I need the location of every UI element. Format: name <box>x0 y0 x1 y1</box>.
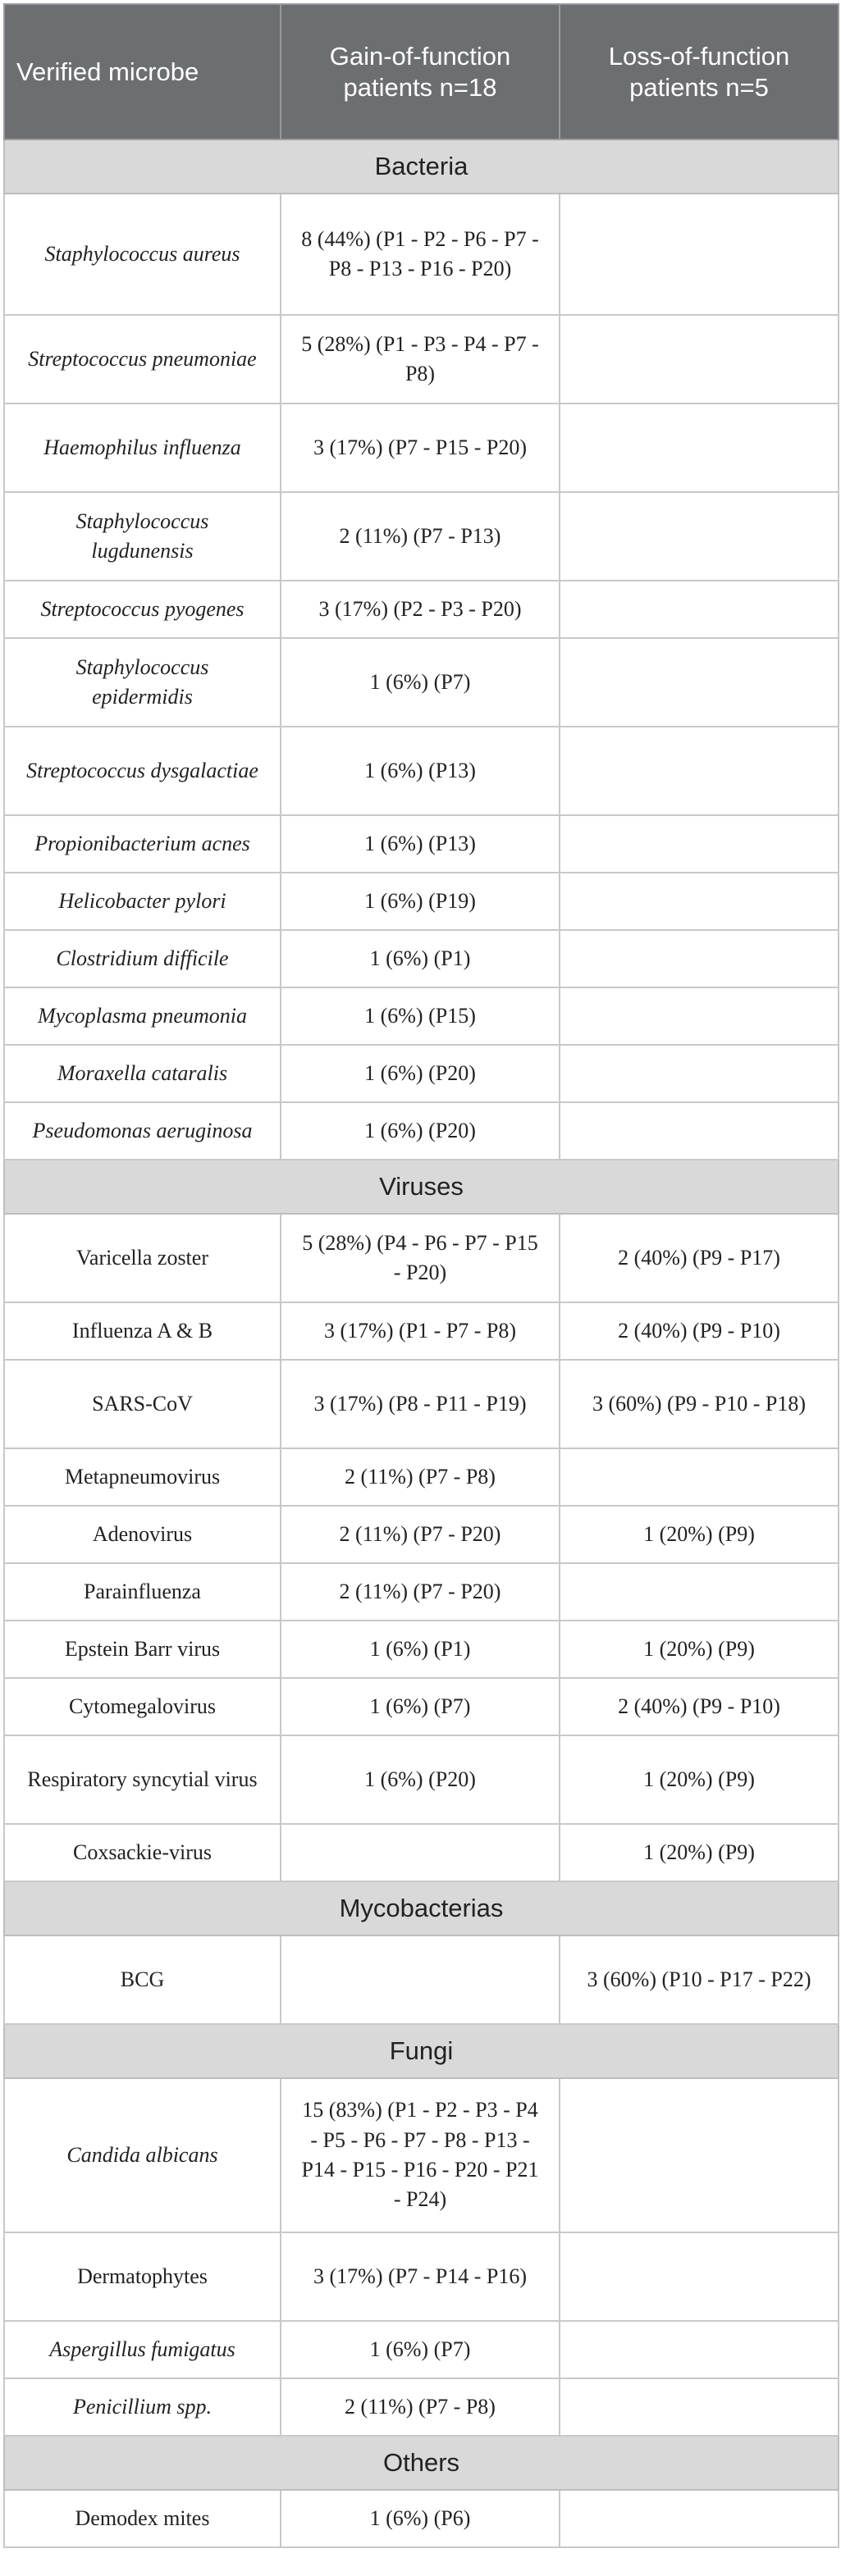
table-row <box>4 194 839 315</box>
microbe-name-cell: SARS-CoV <box>4 1360 281 1448</box>
gain-of-function-cell: 1 (6%) (P1) <box>281 930 560 987</box>
table-header <box>4 4 839 139</box>
table-row <box>4 2321 839 2378</box>
gain-of-function-cell: 1 (6%) (P1) <box>281 1621 560 1678</box>
table-row <box>4 1678 839 1735</box>
table-row <box>4 2378 839 2436</box>
section-row <box>4 1881 839 1935</box>
microbe-name-cell: Metapneumovirus <box>4 1448 281 1506</box>
microbe-name-cell: Parainfluenza <box>4 1563 281 1621</box>
header-row <box>4 4 839 139</box>
table-body <box>4 139 839 2547</box>
microbe-name-cell: Demodex mites <box>4 2490 281 2547</box>
loss-of-function-cell <box>560 2378 839 2436</box>
gain-of-function-cell: 1 (6%) (P15) <box>281 987 560 1045</box>
table-row <box>4 2490 839 2547</box>
table-row <box>4 638 839 727</box>
section-title: Fungi <box>4 2024 839 2078</box>
loss-of-function-cell: 1 (20%) (P9) <box>560 1735 839 1824</box>
gain-of-function-cell: 1 (6%) (P13) <box>281 815 560 873</box>
microbe-name-cell: BCG <box>4 1935 281 2024</box>
table-row <box>4 1448 839 1506</box>
table-row <box>4 1102 839 1160</box>
gain-of-function-cell: 1 (6%) (P7) <box>281 1678 560 1735</box>
loss-of-function-cell <box>560 1102 839 1160</box>
loss-of-function-cell <box>560 1448 839 1506</box>
section-row <box>4 2436 839 2490</box>
table-row <box>4 1935 839 2024</box>
table-row <box>4 815 839 873</box>
table-row <box>4 987 839 1045</box>
microbe-name-cell: Staphylococcus aureus <box>4 194 281 315</box>
loss-of-function-cell <box>560 1045 839 1102</box>
microbe-table <box>3 3 839 2548</box>
loss-of-function-cell: 1 (20%) (P9) <box>560 1621 839 1678</box>
section-title: Others <box>4 2436 839 2490</box>
table-row <box>4 1045 839 1102</box>
microbe-name-cell: Candida albicans <box>4 2078 281 2232</box>
gain-of-function-cell: 3 (17%) (P1 - P7 - P8) <box>281 1302 560 1360</box>
table-row <box>4 1214 839 1302</box>
header-loss-of-function: Loss-of-function patients n=5 <box>560 4 839 139</box>
loss-of-function-cell <box>560 403 839 492</box>
header-verified-microbe: Verified microbe <box>4 4 281 139</box>
microbe-name-cell: Streptococcus pyogenes <box>4 581 281 638</box>
microbe-name-cell: Coxsackie-virus <box>4 1824 281 1881</box>
microbe-name-cell: Staphylococcus epidermidis <box>4 638 281 727</box>
microbe-name-cell: Cytomegalovirus <box>4 1678 281 1735</box>
table-row <box>4 1735 839 1824</box>
loss-of-function-cell <box>560 930 839 987</box>
loss-of-function-cell: 3 (60%) (P10 - P17 - P22) <box>560 1935 839 2024</box>
microbe-name-cell: Aspergillus fumigatus <box>4 2321 281 2378</box>
gain-of-function-cell: 1 (6%) (P7) <box>281 2321 560 2378</box>
gain-of-function-cell: 2 (11%) (P7 - P13) <box>281 492 560 581</box>
gain-of-function-cell: 1 (6%) (P20) <box>281 1102 560 1160</box>
table-row <box>4 1621 839 1678</box>
loss-of-function-cell <box>560 815 839 873</box>
microbe-name-cell: Dermatophytes <box>4 2232 281 2321</box>
gain-of-function-cell: 5 (28%) (P1 - P3 - P4 - P7 - P8) <box>281 315 560 403</box>
gain-of-function-cell: 2 (11%) (P7 - P8) <box>281 2378 560 2436</box>
gain-of-function-cell: 1 (6%) (P6) <box>281 2490 560 2547</box>
table-row <box>4 873 839 930</box>
microbe-name-cell: Influenza A & B <box>4 1302 281 1360</box>
gain-of-function-cell: 5 (28%) (P4 - P6 - P7 - P15 - P20) <box>281 1214 560 1302</box>
microbe-name-cell: Moraxella cataralis <box>4 1045 281 1102</box>
microbe-name-cell: Staphylococcus lugdunensis <box>4 492 281 581</box>
gain-of-function-cell: 1 (6%) (P13) <box>281 727 560 815</box>
loss-of-function-cell <box>560 492 839 581</box>
section-title: Mycobacterias <box>4 1881 839 1935</box>
table-row <box>4 492 839 581</box>
loss-of-function-cell <box>560 2232 839 2321</box>
loss-of-function-cell <box>560 727 839 815</box>
loss-of-function-cell <box>560 638 839 727</box>
table-row <box>4 1824 839 1881</box>
gain-of-function-cell <box>281 1935 560 2024</box>
gain-of-function-cell: 15 (83%) (P1 - P2 - P3 - P4 - P5 - P6 - P7 - P8 - P13 - P14 - P15 - P16 - P20 - P21 - P24) <box>281 2078 560 2232</box>
table-row <box>4 2232 839 2321</box>
microbe-name-cell: Epstein Barr virus <box>4 1621 281 1678</box>
microbe-name-cell: Streptococcus dysgalactiae <box>4 727 281 815</box>
loss-of-function-cell: 2 (40%) (P9 - P17) <box>560 1214 839 1302</box>
header-gain-of-function: Gain-of-function patients n=18 <box>281 4 560 139</box>
table-row <box>4 1563 839 1621</box>
microbe-name-cell: Adenovirus <box>4 1506 281 1563</box>
section-row <box>4 1160 839 1214</box>
gain-of-function-cell: 3 (17%) (P7 - P15 - P20) <box>281 403 560 492</box>
microbe-name-cell: Clostridium difficile <box>4 930 281 987</box>
microbe-name-cell: Helicobacter pylori <box>4 873 281 930</box>
table-row <box>4 727 839 815</box>
gain-of-function-cell: 3 (17%) (P7 - P14 - P16) <box>281 2232 560 2321</box>
microbe-name-cell: Propionibacterium acnes <box>4 815 281 873</box>
loss-of-function-cell: 1 (20%) (P9) <box>560 1824 839 1881</box>
loss-of-function-cell <box>560 315 839 403</box>
gain-of-function-cell: 3 (17%) (P2 - P3 - P20) <box>281 581 560 638</box>
gain-of-function-cell: 1 (6%) (P20) <box>281 1735 560 1824</box>
gain-of-function-cell: 3 (17%) (P8 - P11 - P19) <box>281 1360 560 1448</box>
loss-of-function-cell <box>560 987 839 1045</box>
table-row <box>4 930 839 987</box>
section-title: Bacteria <box>4 139 839 194</box>
loss-of-function-cell <box>560 2321 839 2378</box>
section-row <box>4 139 839 194</box>
gain-of-function-cell: 1 (6%) (P20) <box>281 1045 560 1102</box>
gain-of-function-cell: 1 (6%) (P19) <box>281 873 560 930</box>
gain-of-function-cell: 1 (6%) (P7) <box>281 638 560 727</box>
microbe-name-cell: Penicillium spp. <box>4 2378 281 2436</box>
gain-of-function-cell: 2 (11%) (P7 - P20) <box>281 1506 560 1563</box>
loss-of-function-cell: 1 (20%) (P9) <box>560 1506 839 1563</box>
table-row <box>4 1302 839 1360</box>
table-row <box>4 1360 839 1448</box>
table-row <box>4 315 839 403</box>
microbe-name-cell: Haemophilus influenza <box>4 403 281 492</box>
loss-of-function-cell <box>560 2078 839 2232</box>
microbe-name-cell: Varicella zoster <box>4 1214 281 1302</box>
loss-of-function-cell: 2 (40%) (P9 - P10) <box>560 1302 839 1360</box>
loss-of-function-cell <box>560 581 839 638</box>
gain-of-function-cell <box>281 1824 560 1881</box>
loss-of-function-cell <box>560 2490 839 2547</box>
table-row <box>4 403 839 492</box>
table-row <box>4 2078 839 2232</box>
gain-of-function-cell: 2 (11%) (P7 - P20) <box>281 1563 560 1621</box>
loss-of-function-cell <box>560 194 839 315</box>
gain-of-function-cell: 8 (44%) (P1 - P2 - P6 - P7 - P8 - P13 - P16 - P20) <box>281 194 560 315</box>
gain-of-function-cell: 2 (11%) (P7 - P8) <box>281 1448 560 1506</box>
section-title: Viruses <box>4 1160 839 1214</box>
microbe-name-cell: Pseudomonas aeruginosa <box>4 1102 281 1160</box>
table-row <box>4 1506 839 1563</box>
loss-of-function-cell: 2 (40%) (P9 - P10) <box>560 1678 839 1735</box>
loss-of-function-cell <box>560 873 839 930</box>
loss-of-function-cell <box>560 1563 839 1621</box>
microbe-name-cell: Streptococcus pneumoniae <box>4 315 281 403</box>
table-row <box>4 581 839 638</box>
loss-of-function-cell: 3 (60%) (P9 - P10 - P18) <box>560 1360 839 1448</box>
microbe-name-cell: Respiratory syncytial virus <box>4 1735 281 1824</box>
section-row <box>4 2024 839 2078</box>
microbe-name-cell: Mycoplasma pneumonia <box>4 987 281 1045</box>
